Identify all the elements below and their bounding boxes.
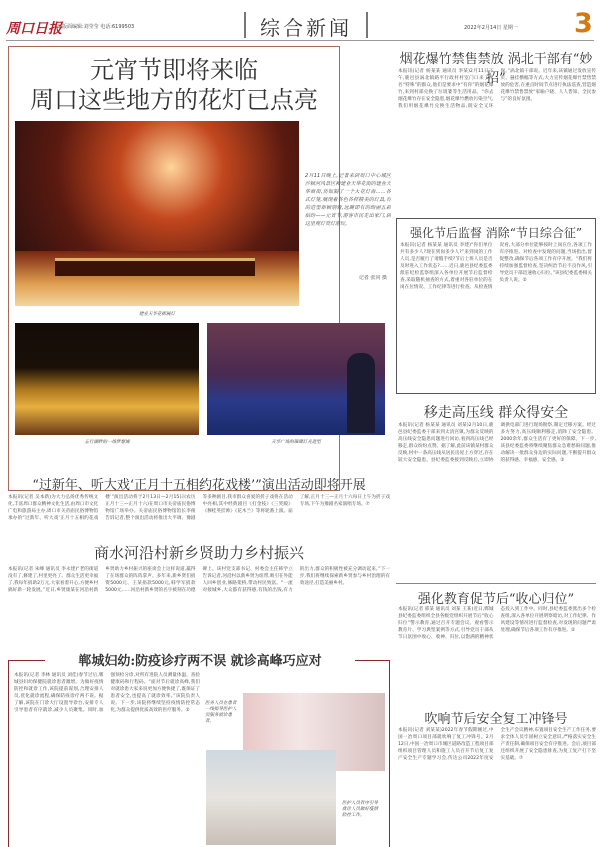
photo-lantern-street bbox=[15, 121, 299, 306]
article-body-education: 本报讯(记者 邢某 通讯员 刘某 王某)近日,郸城县纪委监委组织全县各级党组织开展节后“收心归位”警示教育,通过召开专题会议、观看警示教育片、学习典型案例等方式,引导党员干部从节日氛围中收心、收神、归位,以饱满的精神状态投入到工作中。同时,县纪委监委派出多个检查组,深入各单位开展明察暗访,对工作纪律、作风建设等情况进行监督检查,对发现的问题严肃处理,确保节后各项工作有序推进。② bbox=[398, 607, 596, 640]
title-line-2: 周口这些地方的花灯已点亮 bbox=[30, 86, 318, 114]
editor-info: 版面编辑:刘莹莹 电话:6199503 bbox=[62, 24, 135, 30]
section-title: 综合新闻 bbox=[244, 12, 368, 38]
article-title-opera: “过新年、听大戏‘正月十五相约花戏楼’”演出活动即将开展 bbox=[32, 478, 366, 493]
article-title-fireworks: 烟花爆竹禁售禁放 涡北干部有“妙招” bbox=[399, 52, 593, 86]
masthead bbox=[6, 8, 594, 38]
feature-caption: 2月11日晚上,记者来到周口中心城区沙颍河风景区和建业天华花街的建业天华商街,仿如隔了一个大花灯海……各式灯笼,展现着各色各样精美的灯具,有的造型新颖别致,远眺即有的绚丽五彩缤纷——元宵节,游客市民走出家门,到这里观灯赏灯游玩。 bbox=[305, 173, 391, 227]
article-body-fireworks: 本报讯(记者 杨某某 通讯员 李某)2月11日下午,鹿邑县涡北镇路平行政村村室门口来了几名“特殊”的群众,他们是要求中“有你”的烟花爆竹,来到村部兑换了垃圾篓等生活用品。“你去烟花爆竹存在安全隐患,烟花爆竹燃放污染空气,我们用烟花爆竹兑换生活物品,既安全又环保。”涡北镇干部说。近年来,该镇通过发放宣传页、悬挂横幅等方式,大力宣传烟花爆竹禁售禁放的危害,在重点时间节点进行执法巡查,营造烟花爆竹禁售禁放“家喻户晓、人人皆知、全民参与”的良好氛围。 bbox=[398, 69, 596, 109]
article-title-supervision: 强化节后监督 消除“节日综合征” bbox=[409, 226, 583, 240]
article-body-opera: 本报讯(记者 吴本新)为大力弘扬优秀传统文化,丰富周口群众精神文化生活,由周口市文化广电和旅游局主办,周口市关帝庙民俗博物馆承办的“过新年、听大戏‘正月十五相约花戏楼’”演出活动将于2月13日—2月15日(农历正月十三—正月十六)在周口市关帝庙民俗博物馆广场举办。关帝庙民俗博物馆馆长李俊告诉记者,整个演出活动将推出大平调、豫剧等多种剧目,我市群众喜爱的折子戏将在活动中亮相,其中经典剧目《打金枝》《三哭殿》《穆桂英挂帅》《花木兰》等将轮番上演。届了解,正月十三—正月十六每日上午为折子戏专场,下午为豫剧名家演唱专场。⑦ bbox=[8, 495, 390, 521]
photo-credit: 记者 张同 摄 bbox=[358, 275, 387, 281]
article-title-shangshui: 商水河沿村新乡贤助力乡村振兴 bbox=[93, 544, 304, 562]
article-body-supervision: 本报讯(记者 杨某某 通讯员 李建)“你们单位共有多少人?现在到岗多少人?”来到岗的工作人员,是否履行了请假手续?节后上班人员是否及时进入工作状态?……近日,鹿邑县纪委监委派驻纪检监察组深入各单位开展节后监督检查,采取随机抽查的方式,着重对各驻单位的在岗在位情况、工作纪律等进行检查。从检查情况看,大部分单位能够按时上岗在位,各项工作有序推进。对检查中发现的问题,当场指出,督促整改,确保节后各项工作有序开展。“我们将持续加强监督检查,坚决纠治节后不良作风,引导党员干部迅速收心归位。”该县纪委监委相关负责人说。② bbox=[400, 243, 592, 290]
article-title-education: 强化教育促节后“收心归位” bbox=[417, 592, 575, 607]
article-body-shangshui: 本报讯(记者 朱峰 通讯员 李永建)“老的街道没有了,修建了,村里更亮了。群众生活更幸福了,我每年捐助2万元,大家看着开心,方便乡村搞好新一轮发展。”近日,乡贤康某在河沿村新乡贤助力乡村振兴的座谈会上这样说道,赢得了在场群众的阵阵掌声。多年来,新乡贤们捐资5000元、王某捐款5000元,韩学军捐款5000元……河沿村新乡贤的名字被刻在功德碑上。该村党支部书记、村委会主任韩学立告诉记者,河沿村以新乡贤为纽带,吸引在外能人回乡创业,修路架桥,带动村民致富。“一流对接城乡,大众都有获得感,有钱的出钱,有力的出力,群众的积极性被充分调动起来。”下一步,我们将继续探索新乡贤参与乡村治理的有效途径,打造美丽乡村。 bbox=[8, 567, 390, 593]
photo-pavilion bbox=[15, 323, 199, 435]
article-title-power-line: 移走高压线 群众得安全 bbox=[423, 405, 569, 421]
newspaper-logo: 周口日报 bbox=[6, 21, 62, 37]
divider bbox=[396, 583, 596, 584]
article-title-safety: 吹响节后安全复工冲锋号 bbox=[424, 712, 568, 727]
article-title-dancheng: 郸城妇幼:防疫诊疗两不误 就诊高峰巧应对 bbox=[45, 650, 355, 669]
article-body-safety: 本报讯(记者 刘某某)2022年春节假期刚过,中国一冶周口项目部就吹响了复工冲锋号。2月12日,中国一冶周口市城区道路改造工程项目部组织项目管理人员和施工人员召开节后复工复产安全生产专题学习会,传达公司2022年度安全生产会议精神,布置项目安全生产工作任务,要求全体人员牢固树立安全意识,严格落实安全生产责任制,确保项目安全有序推进。会后,项目部还组织开展了安全隐患排查,为复工复产打下坚实基础。⑦ bbox=[398, 728, 596, 761]
photo-caption-3: 天华广场的璀璨灯光造型 bbox=[271, 440, 321, 445]
feature-title bbox=[9, 55, 339, 115]
photo-light-show bbox=[207, 323, 385, 435]
article-body-dancheng: 本报讯(记者 李林 通讯员 刘佳)春节过后,郸城县妇幼保健院就诊患者激增。为做好疫情防控和就诊工作,该院提前谋划,合理安排人员,优化就诊流程,确保防疫诊疗两不误。据了解,该院在门诊大厅设置导诊台,安排专人引导患者有序就诊,减少人员聚集。同时,加强预检分诊,对所有进院人员测量体温、查验健康码和行程码。“面对节后就诊高峰,我们对就诊患大家来说更加方便快捷了,既保证了患者安全,也提高了就诊效率。”该院负责人说。下一步,该院将继续坚持疫情防控常态化,为群众提供优质高效的医疗服务。② bbox=[14, 673, 200, 713]
photo-caption-2: 五行湖畔的一场梦想城 bbox=[84, 440, 130, 445]
medical-photo-caption-1: 医务人员在患者一线指导医护人员服务就诊患者。 bbox=[205, 701, 237, 724]
photo-hospital-hall bbox=[206, 750, 336, 845]
feature-lantern-story bbox=[8, 46, 391, 491]
medical-photo-caption-2: 医护人员有序引导就诊人员做好疫情防控工作。 bbox=[342, 801, 378, 818]
article-body-power-line: 本报讯(记者 杨某某 通讯员 刘某)2月10日,鹿邑县纪委监委干部来到太清宫镇,为群众反映的高压线安全隐患问题进行回访,看到高压线已经移走,群众纷纷点赞。据了解,此前该镇某村群众反映,村中一条高压线从居民房屋上方穿过,存在较大安全隐患。县纪委监委接到反映后,立即协调供电部门进行现场勘察,制定迁移方案。经过多方努力,高压线顺利移走,消除了安全隐患。2000余年,群众生活有了更好的保障。下一步,该县纪委监委将继续聚焦群众急难愁盼问题,推动解决一批群众身边的实际问题,不断提升群众的获得感、幸福感、安全感。② bbox=[398, 423, 596, 463]
page-number: 3 bbox=[574, 8, 593, 39]
issue-date: 2022年2月14日 星期一 bbox=[464, 25, 518, 31]
photo-caption-1: 建业天华花街展灯 bbox=[139, 312, 175, 317]
header-divider bbox=[6, 40, 594, 41]
title-line-1: 元宵节即将来临 bbox=[90, 56, 258, 84]
